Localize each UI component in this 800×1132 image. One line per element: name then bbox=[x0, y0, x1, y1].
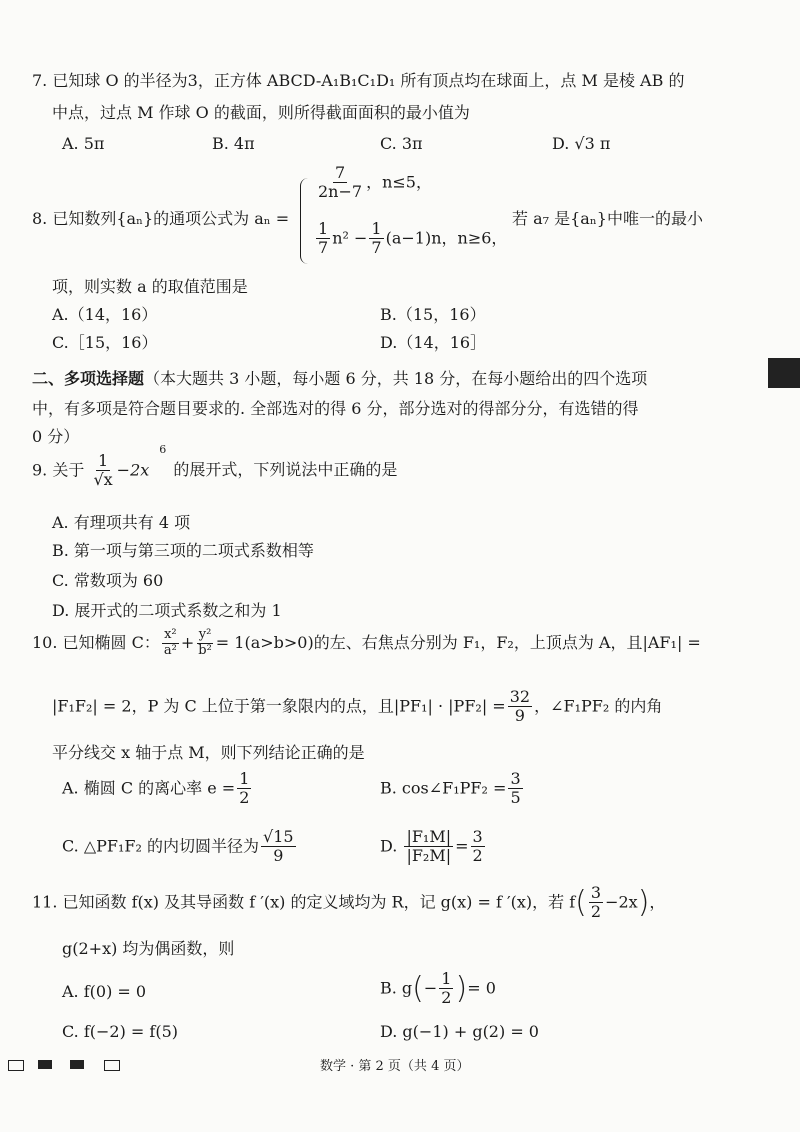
q11-option-b-close: ) bbox=[455, 970, 468, 1006]
footer-mark-4 bbox=[104, 1060, 120, 1071]
q10-option-d-text: D. bbox=[380, 836, 398, 856]
q7-option-c: C. 3π bbox=[380, 134, 423, 153]
q11-line2: g(2+x) 均为偶函数，则 bbox=[62, 939, 235, 958]
q8-piece2 bbox=[314, 220, 507, 258]
q10-option-b-num: 3 bbox=[510, 769, 521, 788]
q8-prefix: 8. 已知数列{aₙ}的通项公式为 aₙ = bbox=[32, 209, 290, 228]
q9-option-d: D. 展开式的二项式系数之和为 1 bbox=[52, 601, 282, 620]
q10-line2-num: 32 bbox=[509, 687, 531, 706]
q10-option-c-den: 9 bbox=[273, 846, 284, 866]
footer-mark-2 bbox=[38, 1060, 52, 1069]
q9-mid: −2x bbox=[116, 460, 150, 480]
q10-plus: + bbox=[180, 632, 195, 652]
q11-option-b bbox=[380, 970, 496, 1008]
page-edge-tab bbox=[768, 358, 800, 388]
q11-line1-b: −2x bbox=[605, 892, 638, 912]
q8-piece1-num: 7 bbox=[334, 163, 346, 182]
q10-prefix: 10. 已知椭圆 C： bbox=[32, 632, 160, 652]
q9-option-b: B. 第一项与第三项的二项式系数相等 bbox=[52, 541, 314, 560]
q8-piecewise-brace bbox=[300, 178, 313, 264]
q11-option-b-open: ( bbox=[412, 970, 424, 1006]
q8-piece1 bbox=[314, 164, 432, 202]
q10-option-b-den: 5 bbox=[510, 788, 521, 808]
q11-option-d: D. g(−1) + g(2) = 0 bbox=[380, 1022, 539, 1041]
q10-option-d-num: |F₁M| bbox=[406, 827, 452, 846]
footer-mark-1 bbox=[8, 1060, 24, 1071]
q10-line2-a: |F₁F₂| = 2，P 为 C 上位于第一象限内的点，且|PF₁| · |PF₂| = bbox=[52, 696, 506, 716]
q11-option-b-den: 2 bbox=[441, 988, 452, 1008]
q7-option-a: A. 5π bbox=[62, 134, 105, 153]
q10-option-c-num: √15 bbox=[263, 827, 294, 846]
q8-option-c: C.［15，16） bbox=[52, 333, 158, 352]
q10-option-d-den: |F₂M| bbox=[406, 846, 452, 866]
q7-option-b: B. 4π bbox=[212, 134, 255, 153]
q11-open-paren: ( bbox=[575, 884, 587, 920]
q11-option-b-b: = 0 bbox=[467, 978, 496, 998]
q10-line2-b: ，∠F₁PF₂ 的内角 bbox=[534, 696, 663, 716]
q9-option-a: A. 有理项共有 4 项 bbox=[52, 513, 191, 532]
q11-line1-a: 11. 已知函数 f(x) 及其导函数 f ′(x) 的定义域均为 R，记 g(x) = f ′(x)，若 f bbox=[32, 892, 576, 912]
q10-line2 bbox=[52, 688, 662, 726]
q11-line1-den: 2 bbox=[590, 902, 602, 922]
q10-option-c bbox=[62, 828, 298, 866]
q9-frac-num: 1 bbox=[97, 451, 109, 470]
q8-piece2-a-num: 1 bbox=[318, 219, 329, 238]
q10-option-d-rnum: 3 bbox=[472, 827, 483, 846]
q10-eq-x-den: a² bbox=[163, 642, 177, 658]
section2-line2: 中，有多项是符合题目要求的. 全部选对的得 6 分，部分选对的得部分分，有选错的得 bbox=[32, 399, 639, 418]
q8-suffix: 若 a₇ 是{aₙ}中唯一的最小 bbox=[512, 209, 703, 228]
q8-piece1-cond: ，n≤5， bbox=[366, 172, 432, 192]
footer-page-number: 数学 · 第 2 页（共 4 页） bbox=[320, 1059, 470, 1074]
q10-option-b bbox=[380, 770, 525, 808]
q8-option-d: D.（14，16］ bbox=[380, 333, 487, 352]
q10-option-a bbox=[62, 770, 253, 808]
q11-close-paren: ) bbox=[637, 884, 650, 920]
q8-line2: 项，则实数 a 的取值范围是 bbox=[52, 277, 248, 296]
q10-eq-x-num: x² bbox=[164, 627, 177, 642]
q10-eq-y-den: b² bbox=[198, 642, 212, 658]
q10-option-a-text: A. 椭圆 C 的离心率 e = bbox=[62, 778, 236, 798]
q10-line1 bbox=[32, 628, 701, 659]
q10-line3: 平分线交 x 轴于点 M，则下列结论正确的是 bbox=[52, 743, 365, 762]
q11-line1 bbox=[32, 884, 665, 922]
q11-option-b-a: B. g bbox=[380, 978, 413, 998]
q10-eq-rest: = 1(a>b>0)的左、右焦点分别为 F₁，F₂，上顶点为 A，且|AF₁| = bbox=[215, 632, 701, 652]
q8-option-b: B.（15，16） bbox=[380, 305, 486, 324]
q8-piece2-b-den: 7 bbox=[371, 238, 382, 258]
q8-piece2-a-den: 7 bbox=[318, 238, 329, 258]
q10-option-a-den: 2 bbox=[239, 788, 250, 808]
footer-mark-3 bbox=[70, 1060, 84, 1069]
q10-option-d-eq: = bbox=[455, 836, 469, 856]
q10-line2-den: 9 bbox=[514, 706, 525, 726]
q9-suffix: 的展开式，下列说法中正确的是 bbox=[173, 460, 398, 480]
q8-option-a: A.（14，16） bbox=[52, 305, 158, 324]
section2-line3: 0 分） bbox=[32, 427, 80, 446]
q10-option-a-num: 1 bbox=[239, 769, 250, 788]
q9-option-c: C. 常数项为 60 bbox=[52, 571, 164, 590]
q11-option-b-num: 1 bbox=[441, 969, 452, 988]
section2-line1 bbox=[32, 366, 647, 389]
q11-option-b-neg: − bbox=[423, 978, 438, 998]
q10-option-b-text: B. cos∠F₁PF₂ = bbox=[380, 778, 507, 798]
q10-option-d bbox=[380, 828, 487, 866]
q9-frac-den: √x bbox=[93, 470, 113, 490]
q11-line1-num: 3 bbox=[590, 883, 602, 902]
q9-line1 bbox=[32, 443, 398, 490]
q11-line1-c: ， bbox=[649, 892, 666, 912]
q8-piece2-b-num: 1 bbox=[371, 219, 382, 238]
section2-title: 二、多项选择题 bbox=[32, 369, 145, 388]
q11-option-c: C. f(−2) = f(5) bbox=[62, 1022, 178, 1041]
q8-piece2-mid: n² − bbox=[332, 228, 368, 248]
section2-line1-rest: （本大题共 3 小题，每小题 6 分，共 18 分，在每小题给出的四个选项 bbox=[144, 369, 648, 388]
q11-option-a: A. f(0) = 0 bbox=[62, 982, 147, 1001]
q7-option-d: D. √3 π bbox=[552, 134, 611, 153]
q10-option-d-rden: 2 bbox=[472, 846, 483, 866]
q8-piece2-tail: (a−1)n，n≥6， bbox=[385, 228, 508, 248]
q10-eq-y-num: y² bbox=[198, 627, 212, 642]
q9-exp: 6 bbox=[159, 443, 167, 457]
q10-option-c-text: C. △PF₁F₂ 的内切圆半径为 bbox=[62, 836, 260, 856]
q7-line2: 中点，过点 M 作球 O 的截面，则所得截面面积的最小值为 bbox=[52, 103, 470, 122]
q9-prefix: 9. 关于 bbox=[32, 460, 85, 480]
q7-line1: 7. 已知球 O 的半径为3，正方体 ABCD-A₁B₁C₁D₁ 所有顶点均在球面上，点 M 是棱 AB 的 bbox=[32, 71, 685, 90]
q8-piece1-den: 2n−7 bbox=[318, 182, 363, 202]
